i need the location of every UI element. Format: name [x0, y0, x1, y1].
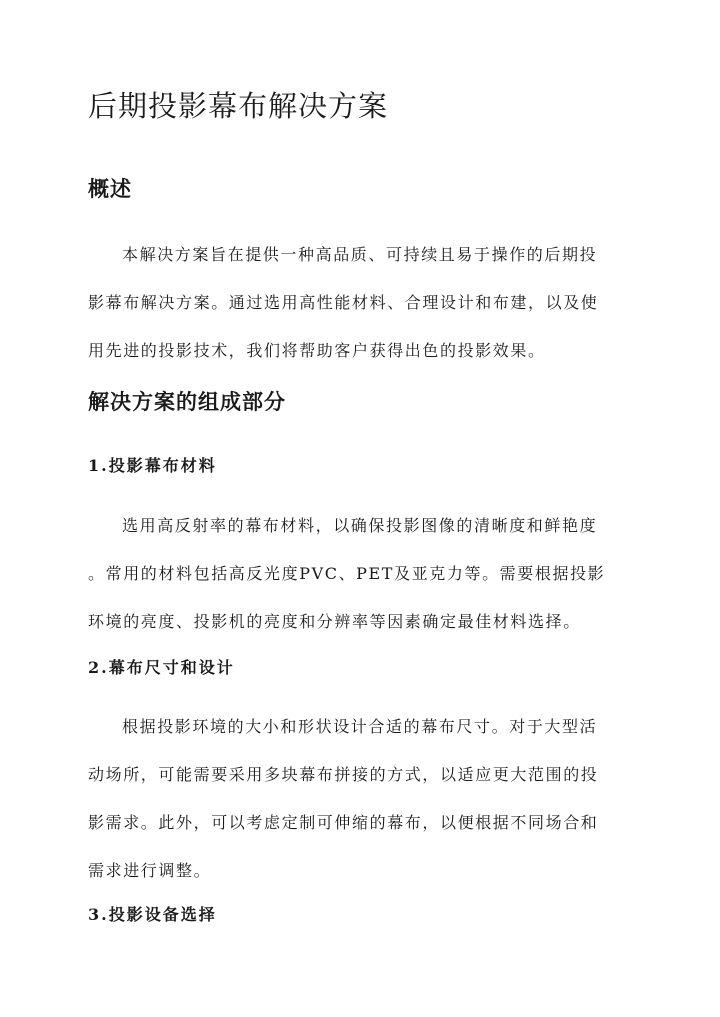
materials-paragraph — [88, 502, 634, 646]
section-heading-components: 解决方案的组成部分 — [88, 389, 286, 414]
paragraph-line: 影需求。此外，可以考虑定制可伸缩的幕布，以便根据不同场合和 — [88, 813, 599, 832]
paragraph-line: 用先进的投影技术，我们将帮助客户获得出色的投影效果。 — [88, 341, 546, 360]
subsection-heading-size-design: 2.幕布尺寸和设计 — [88, 658, 235, 677]
paragraph-line: 需求进行调整。 — [88, 861, 212, 880]
paragraph-line: 选用高反射率的幕布材料，以确保投影图像的清晰度和鲜艳度 — [122, 516, 598, 535]
paragraph-line: 动场所，可能需要采用多块幕布拼接的方式，以适应更大范围的投 — [88, 765, 599, 784]
overview-paragraph — [88, 231, 634, 375]
subsection-heading-equipment: 3.投影设备选择 — [88, 905, 217, 924]
paragraph-line: 影幕布解决方案。通过选用高性能材料、合理设计和布建，以及使 — [88, 293, 599, 312]
paragraph-line: 本解决方案旨在提供一种高品质、可持续且易于操作的后期投 — [122, 245, 598, 264]
paragraph-line: 。常用的材料包括高反光度PVC、PET及亚克力等。需要根据投影 — [88, 564, 606, 583]
document-title: 后期投影幕布解决方案 — [88, 89, 389, 123]
size-design-paragraph — [88, 703, 634, 895]
paragraph-line: 根据投影环境的大小和形状设计合适的幕布尺寸。对于大型活 — [122, 717, 598, 736]
paragraph-line: 环境的亮度、投影机的亮度和分辨率等因素确定最佳材料选择。 — [88, 612, 581, 631]
subsection-heading-materials: 1.投影幕布材料 — [88, 456, 217, 475]
section-heading-overview: 概述 — [88, 176, 132, 201]
